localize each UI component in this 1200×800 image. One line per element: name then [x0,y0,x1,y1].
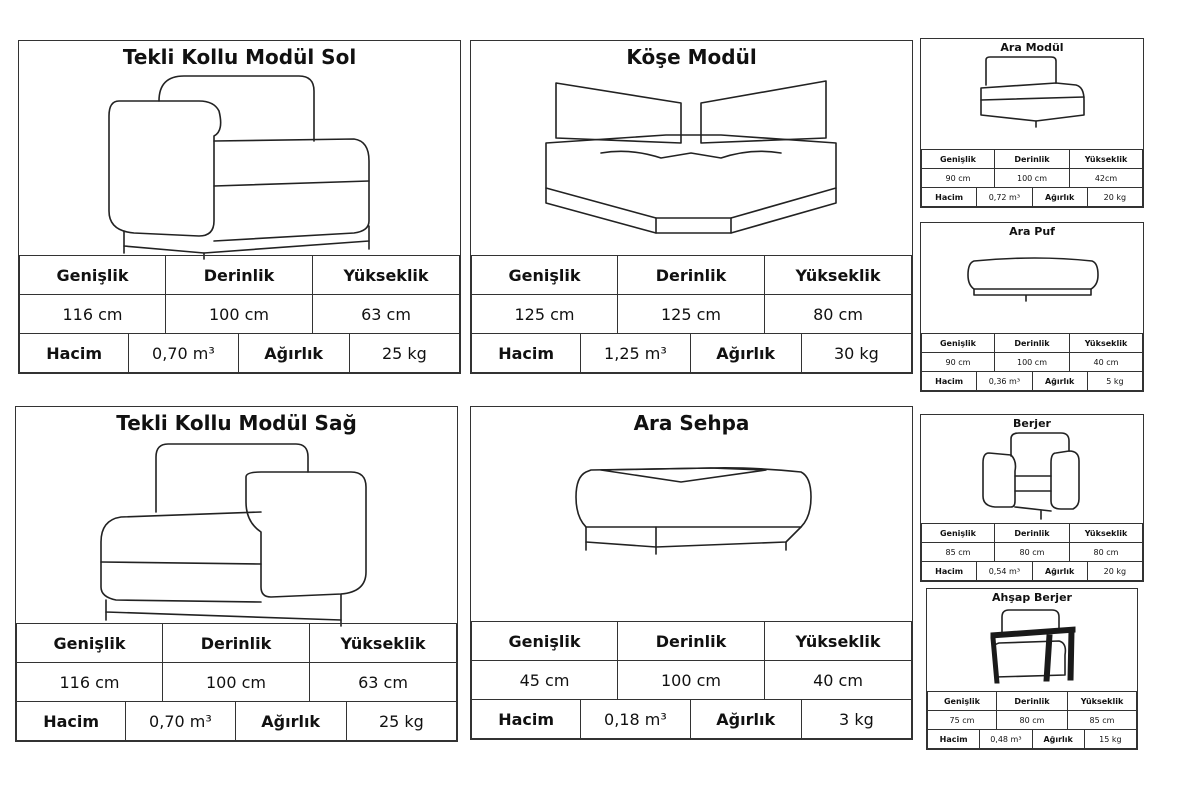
height-value: 40 cm [765,661,912,700]
width-value: 90 cm [922,169,995,188]
depth-label: Derinlik [617,256,764,295]
product-title: Ara Puf [1009,225,1055,238]
width-label: Genişlik [472,256,618,295]
height-label: Yükseklik [765,256,912,295]
height-value: 63 cm [313,295,460,334]
depth-label: Derinlik [162,624,309,663]
depth-value: 100 cm [162,663,309,702]
weight-value: 30 kg [801,334,911,373]
spec-table [16,623,457,741]
height-label: Yükseklik [1068,692,1137,711]
width-value: 116 cm [17,663,163,702]
weight-value: 20 kg [1087,562,1142,581]
volume-label: Hacim [922,188,977,207]
volume-label: Hacim [922,372,977,391]
weight-label: Ağırlık [1032,730,1084,749]
spec-table [921,149,1143,207]
weight-label: Ağırlık [1032,562,1087,581]
depth-label: Derinlik [994,334,1069,353]
volume-value: 1,25 m³ [581,334,690,373]
volume-value: 0,36 m³ [977,372,1032,391]
product-card-tekli-kollu-modul-sag [15,406,458,742]
volume-value: 0,70 m³ [126,702,235,741]
height-label: Yükseklik [313,256,460,295]
width-value: 90 cm [922,353,995,372]
height-label: Yükseklik [1070,334,1143,353]
volume-value: 0,18 m³ [581,700,690,739]
spec-table [927,691,1137,749]
volume-value: 0,72 m³ [977,188,1032,207]
width-label: Genişlik [17,624,163,663]
height-value: 80 cm [1070,543,1143,562]
volume-value: 0,70 m³ [129,334,238,373]
height-label: Yükseklik [310,624,457,663]
height-value: 42cm [1070,169,1143,188]
ottoman-icon [966,253,1101,303]
depth-value: 100 cm [617,661,764,700]
weight-label: Ağırlık [1032,372,1087,391]
wooden-armchair-icon [987,605,1077,685]
weight-value: 25 kg [349,334,459,373]
weight-value: 20 kg [1087,188,1142,207]
width-label: Genişlik [928,692,997,711]
product-card-berjer [920,414,1144,582]
product-card-ahsap-berjer [926,588,1138,750]
spec-table [471,621,912,739]
product-title: Ara Modül [1000,41,1064,54]
product-title: Ahşap Berjer [992,591,1072,604]
product-title: Berjer [1013,417,1051,430]
weight-value: 15 kg [1084,730,1136,749]
depth-value: 100 cm [994,169,1069,188]
product-title: Tekli Kollu Modül Sol [122,45,357,69]
depth-label: Derinlik [165,256,312,295]
volume-label: Hacim [472,700,581,739]
width-value: 75 cm [928,711,997,730]
sofa-right-arm-icon [96,442,371,632]
height-value: 80 cm [765,295,912,334]
volume-value: 0,54 m³ [977,562,1032,581]
width-label: Genişlik [922,150,995,169]
sofa-left-arm-icon [104,71,379,261]
width-value: 85 cm [922,543,995,562]
product-title: Ara Sehpa [633,411,750,435]
coffee-table-icon [571,462,816,562]
product-card-tekli-kollu-modul-sol [18,40,461,374]
depth-value: 100 cm [165,295,312,334]
width-value: 125 cm [472,295,618,334]
depth-label: Derinlik [996,692,1067,711]
height-value: 40 cm [1070,353,1143,372]
width-value: 116 cm [20,295,166,334]
product-card-ara-sehpa [470,406,913,740]
width-value: 45 cm [472,661,618,700]
spec-table [19,255,460,373]
depth-label: Derinlik [617,622,764,661]
weight-label: Ağırlık [235,702,346,741]
width-label: Genişlik [922,334,995,353]
weight-label: Ağırlık [690,700,801,739]
product-card-ara-modul [920,38,1144,208]
product-title: Tekli Kollu Modül Sağ [116,411,357,435]
weight-value: 3 kg [801,700,911,739]
depth-value: 80 cm [996,711,1067,730]
height-value: 63 cm [310,663,457,702]
volume-value: 0,48 m³ [980,730,1032,749]
volume-label: Hacim [472,334,581,373]
weight-label: Ağırlık [690,334,801,373]
height-label: Yükseklik [1070,150,1143,169]
weight-label: Ağırlık [238,334,349,373]
height-label: Yükseklik [1070,524,1143,543]
spec-table [471,255,912,373]
depth-value: 125 cm [617,295,764,334]
width-label: Genişlik [472,622,618,661]
product-card-kose-modul [470,40,913,374]
depth-label: Derinlik [994,524,1069,543]
width-label: Genişlik [922,524,995,543]
depth-value: 80 cm [994,543,1069,562]
product-card-ara-puf [920,222,1144,392]
depth-label: Derinlik [994,150,1069,169]
spec-table [921,523,1143,581]
weight-value: 5 kg [1087,372,1142,391]
armchair-icon [981,431,1081,523]
height-value: 85 cm [1068,711,1137,730]
product-title: Köşe Modül [626,45,757,69]
depth-value: 100 cm [994,353,1069,372]
volume-label: Hacim [17,702,126,741]
width-label: Genişlik [20,256,166,295]
spec-table [921,333,1143,391]
volume-label: Hacim [928,730,980,749]
volume-label: Hacim [922,562,977,581]
weight-label: Ağırlık [1032,188,1087,207]
weight-value: 25 kg [346,702,456,741]
middle-module-icon [976,55,1086,127]
height-label: Yükseklik [765,622,912,661]
corner-sofa-icon [541,73,841,258]
volume-label: Hacim [20,334,129,373]
